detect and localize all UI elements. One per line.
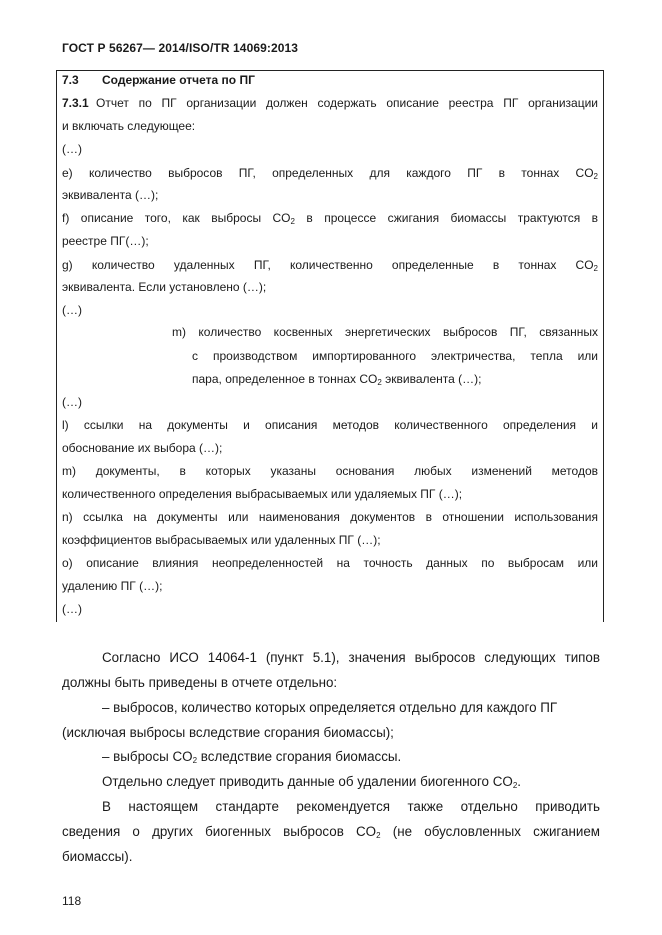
item-o-line-2: удалению ПГ (…); bbox=[62, 579, 163, 593]
item-m-indirect-text-b: эквивалента (…); bbox=[381, 372, 482, 386]
item-m-line-1: m) документы, в которых указаны основания любых изменений методов bbox=[62, 464, 598, 478]
page-number: 118 bbox=[62, 894, 82, 908]
item-e-line-1 bbox=[62, 166, 598, 180]
section-heading bbox=[62, 73, 255, 87]
item-e-text: е) количество выбросов ПГ, определенных для каждого ПГ в тоннах CO bbox=[62, 166, 594, 180]
paragraph-3-line-2 bbox=[62, 824, 600, 840]
bullet-1-line-2: (исключая выбросы вследствие сгорания биомассы); bbox=[62, 725, 394, 740]
subscript-2: 2 bbox=[290, 217, 295, 226]
item-f-text-b: в процессе сжигания биомассы трактуются в bbox=[294, 211, 599, 225]
item-n-line-2: коэффициентов выбрасываемых или удаленных ПГ (…); bbox=[62, 533, 381, 547]
subscript-2: 2 bbox=[376, 831, 381, 840]
subscript-2: 2 bbox=[192, 756, 198, 765]
item-n-line-1: n) ссылка на документы или наименования документов в отношении использования bbox=[62, 510, 598, 524]
item-f-line-2: реестре ПГ(…); bbox=[62, 234, 149, 248]
subscript-2: 2 bbox=[593, 264, 598, 273]
paragraph-2-text-a: Отдельно следует приводить данные об удалении биогенного CO bbox=[102, 774, 513, 789]
bullet-2-text-b: вследствие сгорания биомассы. bbox=[197, 749, 402, 764]
item-m-indirect-line-3 bbox=[192, 372, 482, 386]
item-m-indirect-line-1: m) количество косвенных энергетических выбросов ПГ, связанных bbox=[172, 325, 598, 339]
item-g-line-2: эквивалента. Если установлено (…); bbox=[62, 280, 267, 294]
section-title: Содержание отчета по ПГ bbox=[102, 73, 255, 87]
ellipsis-1: (…) bbox=[62, 142, 82, 156]
paragraph-1-line-1: Согласно ИСО 14064-1 (пункт 5.1), значения выбросов следующих типов bbox=[102, 650, 600, 665]
paragraph-2-text-b: . bbox=[517, 774, 521, 789]
paragraph-3-text-a: сведения о других биогенных выбросов CO bbox=[62, 824, 377, 839]
ellipsis-4: (…) bbox=[62, 602, 82, 616]
subscript-2: 2 bbox=[377, 378, 382, 387]
subscript-2: 2 bbox=[512, 781, 518, 790]
document-header: ГОСТ Р 56267— 2014/ISO/TR 14069:2013 bbox=[62, 41, 299, 55]
item-m-indirect-text-a: пара, определенное в тоннах CO bbox=[192, 372, 378, 386]
bullet-1-line-1: – выбросов, количество которых определяется отдельно для каждого ПГ bbox=[102, 700, 558, 715]
paragraph-3-line-1: В настоящем стандарте рекомендуется также отдельно приводить bbox=[102, 799, 600, 814]
item-l-line-2: обоснование их выбора (…); bbox=[62, 441, 223, 455]
paragraph-3-line-3: биомассы). bbox=[62, 849, 133, 864]
item-m-line-2: количественного определения выбрасываемых или удаляемых ПГ (…); bbox=[62, 487, 463, 501]
item-f-line-1 bbox=[62, 211, 598, 225]
subscript-2: 2 bbox=[593, 172, 598, 181]
item-f-text-a: f) описание того, как выбросы CO bbox=[62, 211, 291, 225]
item-e-line-2: эквивалента (…); bbox=[62, 188, 159, 202]
paragraph-3-text-b: (не обусловленных сжиганием bbox=[380, 824, 600, 839]
section-number: 7.3 bbox=[62, 73, 79, 87]
clause-intro-line-1 bbox=[62, 96, 598, 110]
bullet-2 bbox=[102, 749, 401, 765]
paragraph-2 bbox=[102, 774, 521, 790]
paragraph-1-line-2: должны быть приведены в отчете отдельно: bbox=[62, 675, 338, 690]
item-g-line-1 bbox=[62, 258, 598, 272]
item-g-text: g) количество удаленных ПГ, количественно определенные в тоннах CO bbox=[62, 258, 594, 272]
item-l-line-1: l) ссылки на документы и описания методов количественного определения и bbox=[62, 418, 598, 432]
clause-intro-line-2: и включать следующее: bbox=[62, 119, 196, 133]
bullet-2-text-a: – выбросы CO bbox=[102, 749, 193, 764]
item-m-indirect-line-2: с производством импортированного электричества, тепла или bbox=[192, 349, 598, 363]
clause-intro-text: Отчет по ПГ организации должен содержать описание реестра ПГ организации bbox=[96, 96, 598, 110]
ellipsis-3: (…) bbox=[62, 395, 82, 409]
item-o-line-1: о) описание влияния неопределенностей на точность данных по выбросам или bbox=[62, 556, 598, 570]
ellipsis-2: (…) bbox=[62, 303, 82, 317]
clause-number: 7.3.1 bbox=[62, 96, 89, 110]
